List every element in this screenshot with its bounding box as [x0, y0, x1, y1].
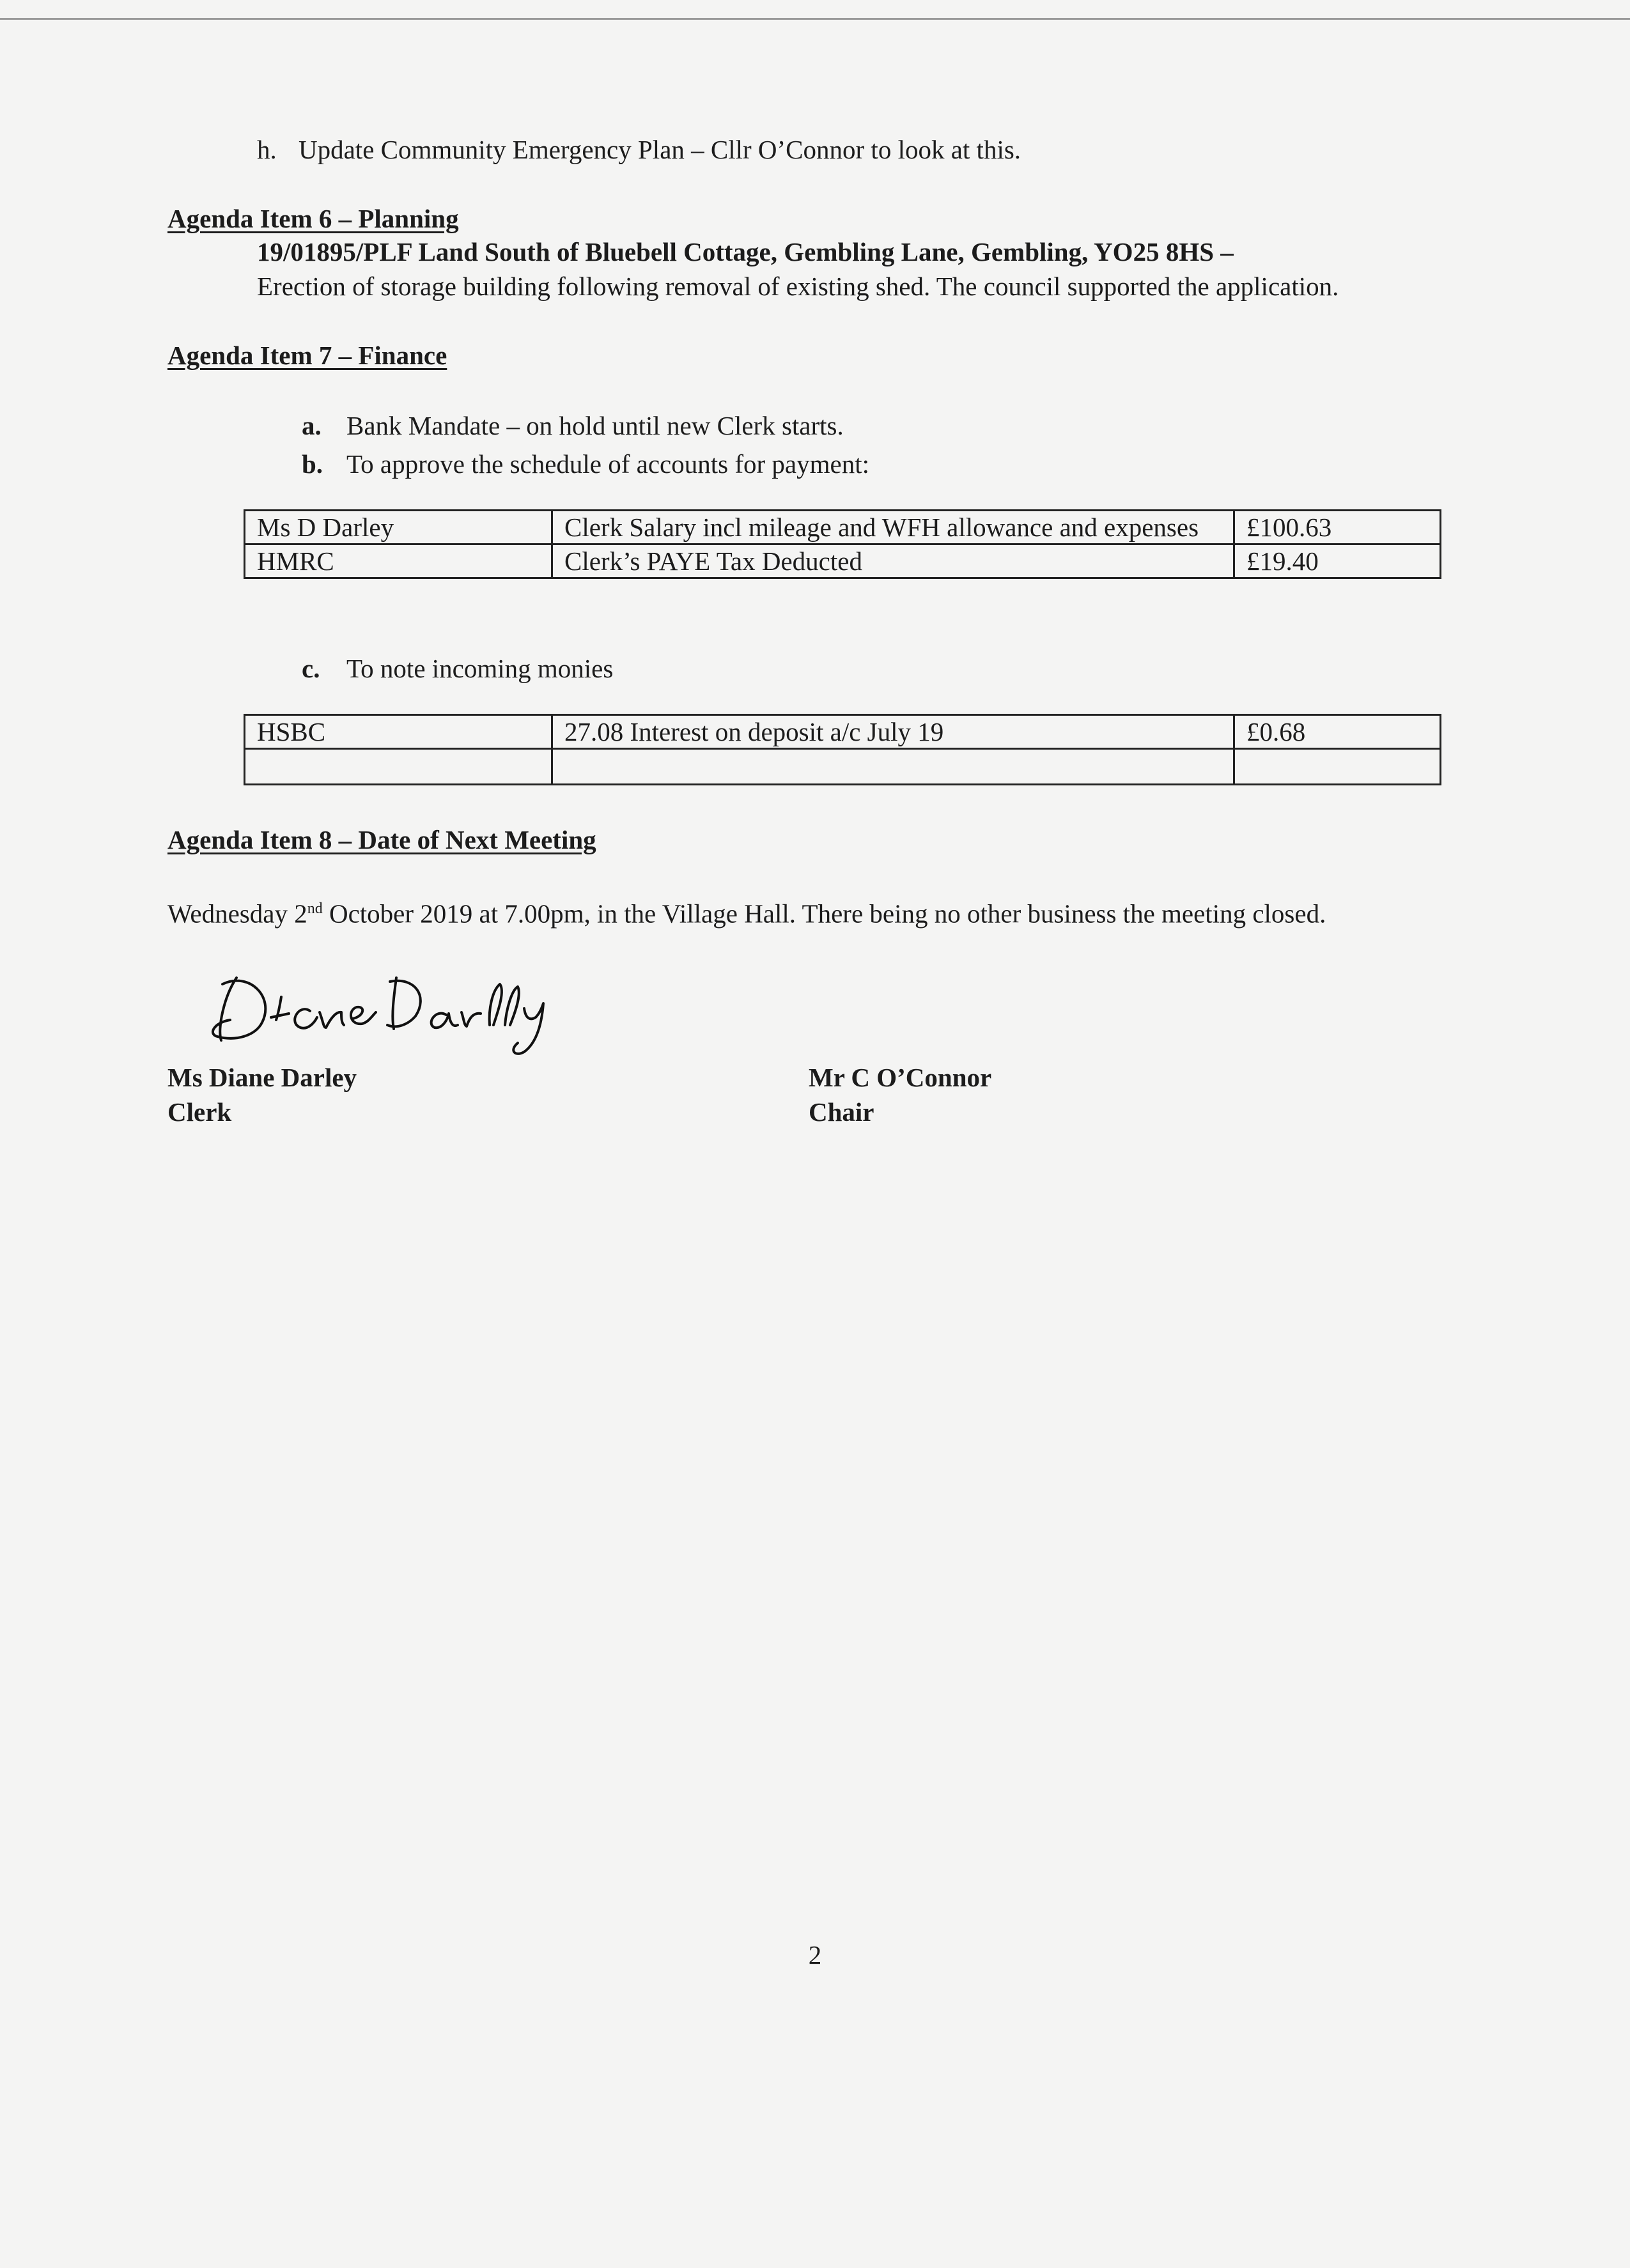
table-row	[245, 511, 1441, 544]
finance-item-c-text: To note incoming monies	[346, 654, 614, 683]
page-number: 2	[808, 1940, 822, 1970]
next-meeting-text	[167, 893, 1326, 929]
finance-heading: Agenda Item 7 – Finance	[167, 341, 447, 370]
next-meeting-date-rest: October 2019 at 7.00pm, in the Village Hall. There being no other business the meeting closed.	[322, 899, 1326, 929]
finance-item-c-marker: c.	[302, 654, 320, 683]
next-meeting-date-start: Wednesday 2	[167, 899, 307, 929]
item-h-marker: h.	[257, 135, 277, 164]
next-meeting-date-suffix: nd	[307, 900, 323, 917]
finance-item-b-marker: b.	[302, 449, 323, 479]
clerk-role: Clerk	[167, 1097, 232, 1127]
item-h-text: Update Community Emergency Plan – Cllr O’Connor to look at this.	[299, 135, 1021, 164]
payment-description: Clerk Salary incl mileage and WFH allowance and expenses	[552, 511, 1234, 544]
next-meeting-heading: Agenda Item 8 – Date of Next Meeting	[167, 825, 596, 854]
chair-role: Chair	[809, 1097, 874, 1127]
item-h	[257, 134, 1021, 165]
table-row	[245, 544, 1441, 578]
planning-heading: Agenda Item 6 – Planning	[167, 204, 459, 233]
table-row	[245, 715, 1441, 749]
payment-amount: £19.40	[1234, 544, 1441, 578]
payments-table	[244, 509, 1441, 579]
incoming-table	[244, 714, 1441, 785]
chair-name: Mr C O’Connor	[809, 1063, 992, 1092]
finance-item-b-text: To approve the schedule of accounts for payment:	[346, 449, 869, 479]
incoming-amount: £0.68	[1234, 715, 1441, 749]
payment-description: Clerk’s PAYE Tax Deducted	[552, 544, 1234, 578]
payment-payee: Ms D Darley	[245, 511, 552, 544]
finance-item-b	[302, 449, 869, 479]
planning-description: Erection of storage building following removal of existing shed. The council supported the application.	[257, 272, 1339, 301]
incoming-payer: HSBC	[245, 715, 552, 749]
table-row	[245, 749, 1441, 785]
incoming-amount	[1234, 749, 1441, 785]
finance-item-c	[302, 653, 613, 684]
finance-item-a	[302, 410, 844, 441]
payment-amount: £100.63	[1234, 511, 1441, 544]
incoming-description	[552, 749, 1234, 785]
incoming-description: 27.08 Interest on deposit a/c July 19	[552, 715, 1234, 749]
clerk-name: Ms Diane Darley	[167, 1063, 357, 1092]
finance-item-a-marker: a.	[302, 411, 322, 440]
incoming-payer	[245, 749, 552, 785]
payment-payee: HMRC	[245, 544, 552, 578]
finance-item-a-text: Bank Mandate – on hold until new Clerk starts.	[346, 411, 844, 440]
planning-application-ref: 19/01895/PLF Land South of Bluebell Cottage, Gembling Lane, Gembling, YO25 8HS –	[257, 237, 1234, 266]
clerk-signature	[205, 959, 563, 1061]
